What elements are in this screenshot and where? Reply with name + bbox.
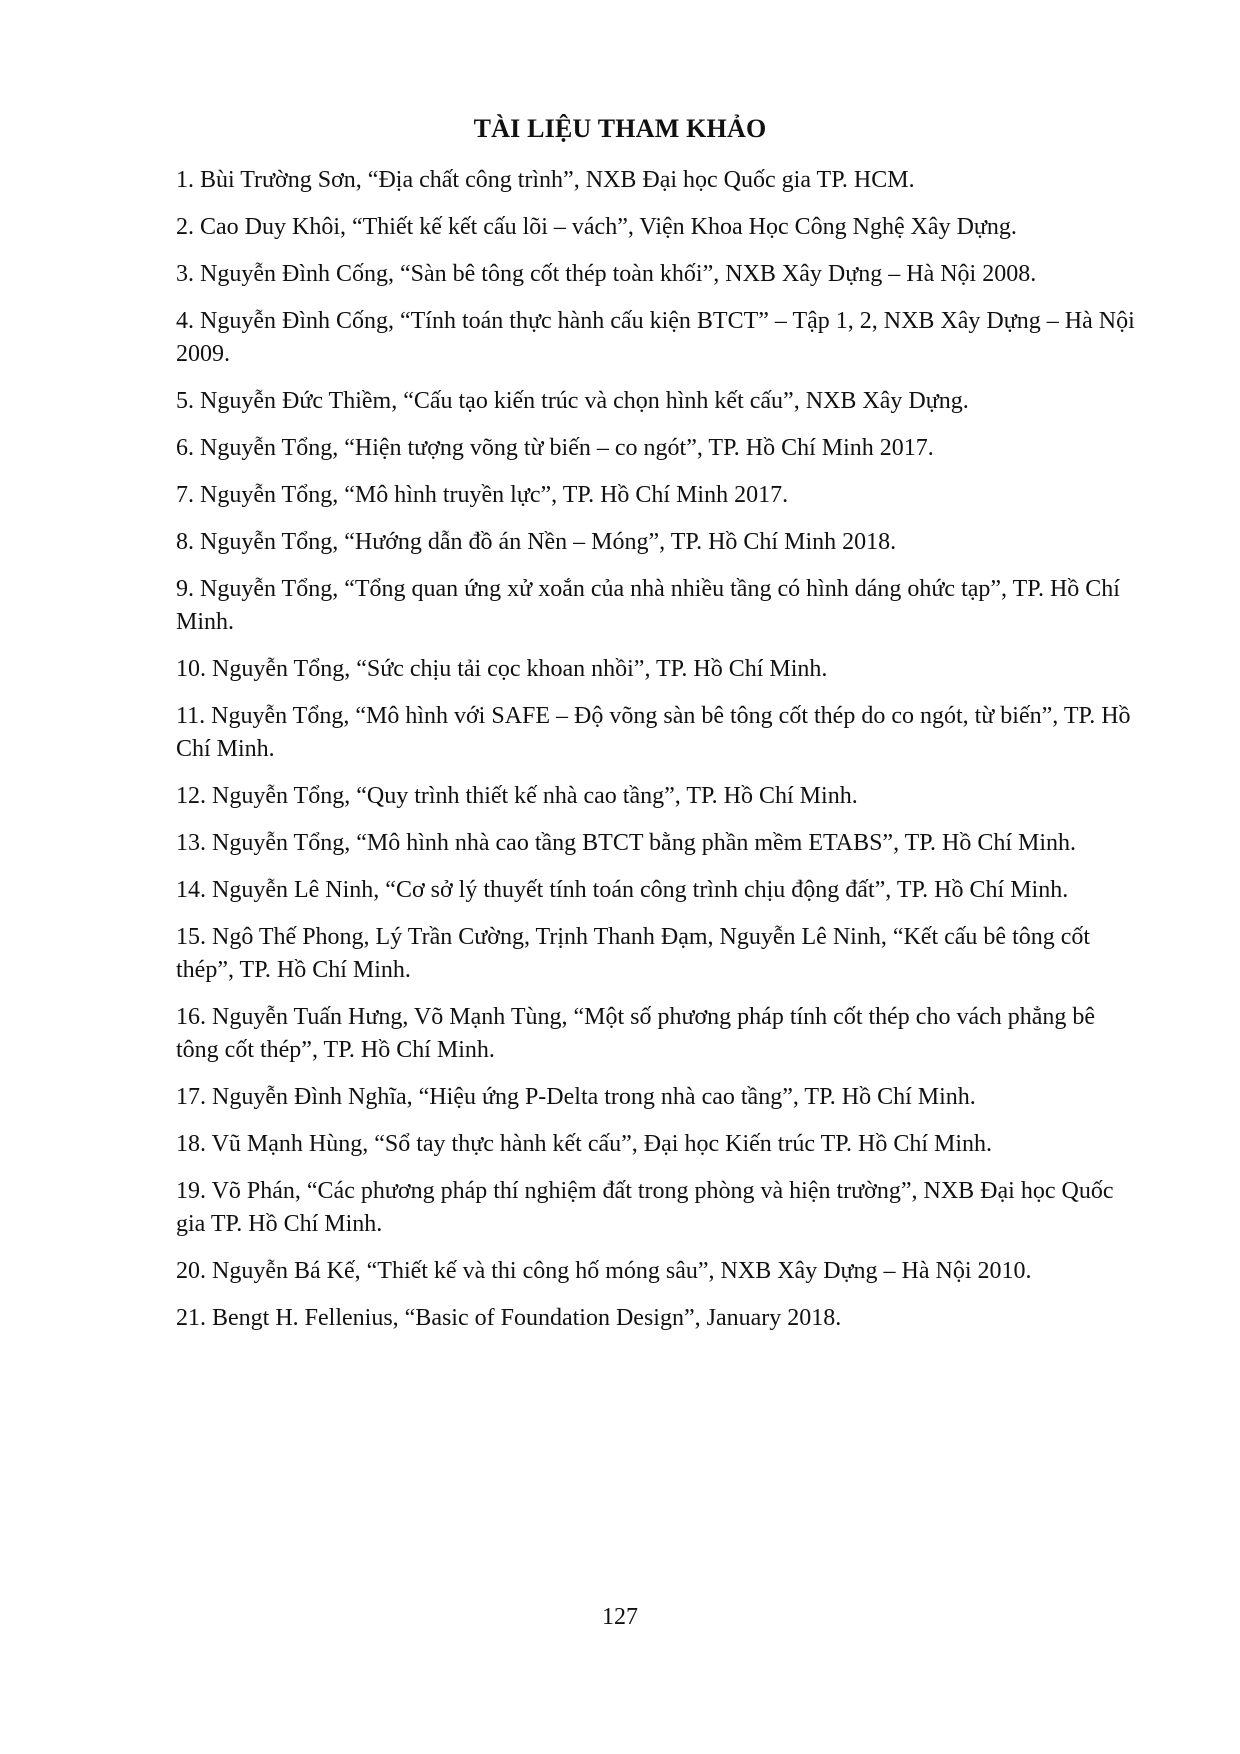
reference-item: 3. Nguyễn Đình Cống, “Sàn bê tông cốt thép toàn khối”, NXB Xây Dựng – Hà Nội 2008. [176, 261, 1037, 287]
reference-item: 21. Bengt H. Fellenius, “Basic of Foundation Design”, January 2018. [176, 1305, 842, 1331]
page-title: TÀI LIỆU THAM KHẢO [473, 114, 767, 143]
reference-item: 18. Vũ Mạnh Hùng, “Sổ tay thực hành kết cấu”, Đại học Kiến trúc TP. Hồ Chí Minh. [176, 1131, 992, 1157]
reference-item: 15. Ngô Thế Phong, Lý Trần Cường, Trịnh Thanh Đạm, Nguyễn Lê Ninh, “Kết cấu bê tông cốt thép”, TP. Hồ Chí Minh. [176, 924, 1091, 983]
reference-item: 10. Nguyễn Tổng, “Sức chịu tải cọc khoan nhồi”, TP. Hồ Chí Minh. [176, 656, 828, 682]
reference-item: 4. Nguyễn Đình Cống, “Tính toán thực hành cấu kiện BTCT” – Tập 1, 2, NXB Xây Dựng – Hà Nội 2009. [176, 308, 1135, 367]
page-number: 127 [602, 1604, 638, 1630]
reference-item: 19. Võ Phán, “Các phương pháp thí nghiệm đất trong phòng và hiện trường”, NXB Đại học Quốc gia TP. Hồ Chí Minh. [176, 1178, 1114, 1237]
reference-item: 5. Nguyễn Đức Thiềm, “Cấu tạo kiến trúc và chọn hình kết cấu”, NXB Xây Dựng. [176, 388, 969, 414]
reference-item: 17. Nguyễn Đình Nghĩa, “Hiệu ứng P-Delta trong nhà cao tầng”, TP. Hồ Chí Minh. [176, 1084, 976, 1110]
reference-item: 8. Nguyễn Tổng, “Hướng dẫn đồ án Nền – Móng”, TP. Hồ Chí Minh 2018. [176, 529, 897, 555]
reference-item: 1. Bùi Trường Sơn, “Địa chất công trình”, NXB Đại học Quốc gia TP. HCM. [176, 167, 915, 193]
reference-item: 11. Nguyễn Tổng, “Mô hình với SAFE – Độ võng sàn bê tông cốt thép do co ngót, từ biến”, TP. Hồ Chí Minh. [176, 703, 1131, 762]
reference-list [176, 164, 1136, 1349]
reference-item: 16. Nguyễn Tuấn Hưng, Võ Mạnh Tùng, “Một số phương pháp tính cốt thép cho vách phẳng bê tông cốt thép”, TP. Hồ Chí Minh. [176, 1004, 1096, 1063]
reference-item: 20. Nguyễn Bá Kế, “Thiết kế và thi công hố móng sâu”, NXB Xây Dựng – Hà Nội 2010. [176, 1258, 1032, 1284]
reference-item: 6. Nguyễn Tổng, “Hiện tượng võng từ biến – co ngót”, TP. Hồ Chí Minh 2017. [176, 435, 934, 461]
reference-item: 12. Nguyễn Tổng, “Quy trình thiết kế nhà cao tầng”, TP. Hồ Chí Minh. [176, 783, 858, 809]
reference-item: 7. Nguyễn Tổng, “Mô hình truyền lực”, TP. Hồ Chí Minh 2017. [176, 482, 789, 508]
reference-item: 9. Nguyễn Tổng, “Tổng quan ứng xử xoắn của nhà nhiều tầng có hình dáng ohức tạp”, TP. Hồ Chí Minh. [176, 576, 1120, 635]
reference-item: 13. Nguyễn Tổng, “Mô hình nhà cao tầng BTCT bằng phần mềm ETABS”, TP. Hồ Chí Minh. [176, 830, 1077, 856]
reference-item: 14. Nguyễn Lê Ninh, “Cơ sở lý thuyết tính toán công trình chịu động đất”, TP. Hồ Chí Minh. [176, 877, 1069, 903]
reference-item: 2. Cao Duy Khôi, “Thiết kế kết cấu lõi – vách”, Viện Khoa Học Công Nghệ Xây Dựng. [176, 214, 1017, 240]
